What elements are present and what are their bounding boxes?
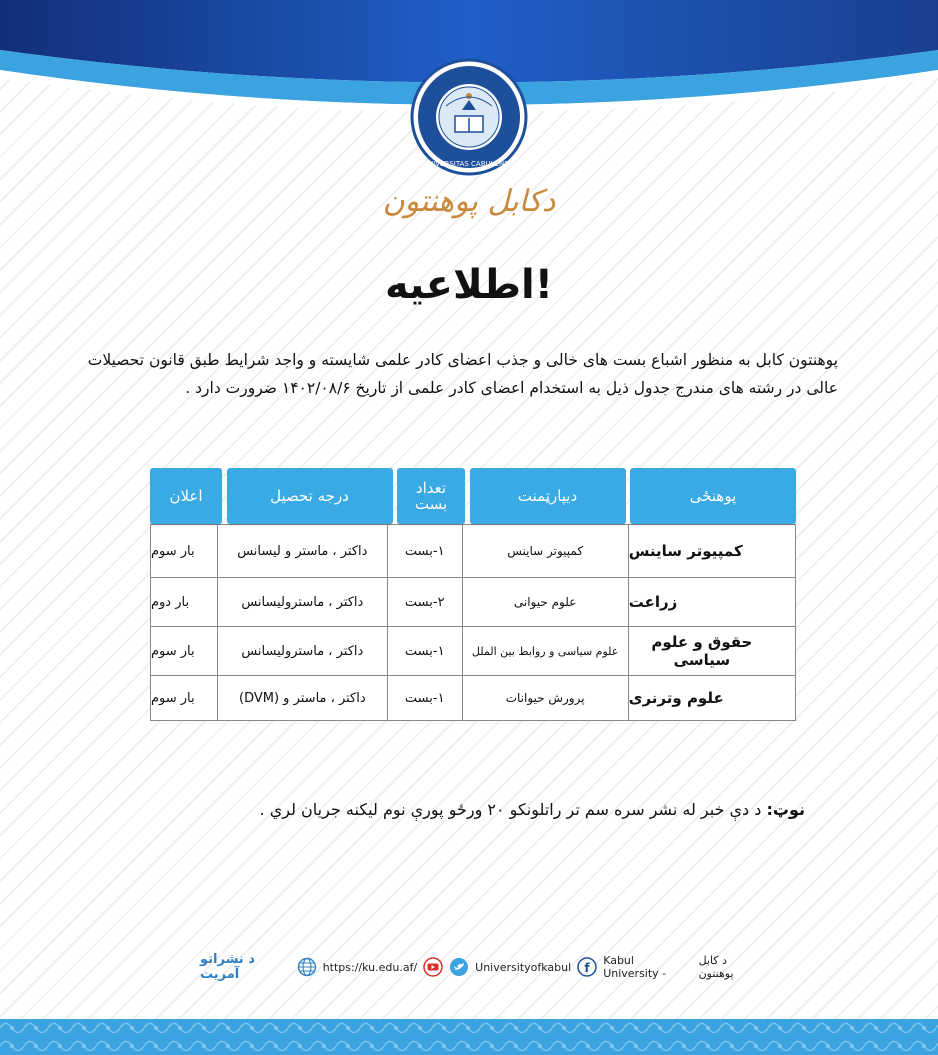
cell-department: کمپیوتر ساینس — [462, 525, 628, 577]
cell-degree: داکتر ، ماسترولیسانس — [217, 578, 387, 626]
table-row — [151, 626, 795, 675]
cell-count: ۱-بست — [387, 627, 462, 675]
cell-announcement: بار سوم — [150, 543, 195, 559]
facebook-name-pashto: د کابل پوهنتون — [698, 954, 734, 980]
table-header — [150, 468, 796, 524]
cell-department: علوم حیوانی — [462, 578, 628, 626]
header-faculty: پوهنځی — [630, 468, 796, 524]
header-degree: درجه تحصیل — [227, 468, 393, 524]
cell-announcement: بار سوم — [150, 690, 195, 706]
cell-department: پرورش حیوانات — [462, 676, 628, 720]
globe-icon — [297, 957, 317, 977]
notice-intro — [86, 346, 838, 402]
university-logo — [410, 58, 528, 176]
cell-announcement: بار دوم — [150, 594, 190, 610]
cell-department: علوم سیاسی و روابط بین الملل — [462, 627, 628, 675]
table-body — [150, 524, 796, 721]
website-link[interactable]: https://ku.edu.af/ — [322, 960, 418, 974]
positions-table — [150, 468, 796, 721]
publisher-name: د نشراتو آمریت — [200, 952, 255, 982]
note-label: نوټ: — [766, 800, 805, 819]
cell-faculty: کمپیوتر ساینس — [628, 525, 795, 577]
cell-degree: داکتر ، ماسترولیسانس — [217, 627, 387, 675]
note-text: د دې خبر له نشر سره سم تر راتلونکو ۲۰ ورځو پورې نوم لیکنه جریان لري . — [259, 800, 767, 819]
table-row — [151, 675, 795, 720]
cell-count: ۱-بست — [387, 525, 462, 577]
header-announcement: اعلان — [150, 468, 222, 524]
footer-pattern-band — [0, 1019, 938, 1055]
header-positions-count: تعداد بست — [397, 468, 465, 524]
cell-degree: داکتر ، ماستر و لیسانس — [217, 525, 387, 577]
logo-ring-text: UNIVERSITAS CABULENSIS — [422, 160, 516, 168]
cell-faculty: علوم وترنری — [628, 676, 795, 720]
cell-faculty: زراعت — [628, 578, 795, 626]
cell-count: ۱-بست — [387, 676, 462, 720]
header-department: دیپارټمنت — [470, 468, 626, 524]
table-row — [151, 525, 795, 577]
social-handle[interactable]: Universityofkabul — [475, 960, 572, 974]
intro-line-2: عالی در رشته های مندرج جدول ذیل به استخدام اعضای کادر علمی از تاریخ ۱۴۰۲/۰۸/۶ ضرورت دارد . — [185, 379, 838, 397]
cell-announcement: بار سوم — [150, 643, 195, 659]
twitter-icon[interactable] — [449, 957, 469, 977]
note — [200, 800, 805, 819]
logo-caption: دکابل پوهنتون — [382, 184, 556, 219]
facebook-icon[interactable] — [577, 957, 597, 977]
table-row — [151, 577, 795, 626]
youtube-icon[interactable] — [423, 957, 443, 977]
cell-degree: داکتر ، ماستر و (DVM) — [217, 676, 387, 720]
notice-title: اطلاعیه! — [385, 262, 553, 308]
footer — [200, 954, 760, 980]
facebook-name[interactable]: Kabul University - — [603, 954, 667, 980]
cell-count: ۲-بست — [387, 578, 462, 626]
svg-text:f: f — [584, 961, 590, 975]
intro-line-1: پوهنتون کابل به منظور اشباع بست های خالی و جذب اعضای کادر علمی شایسته و واجد شرایط طبق قانون تحصیلات — [87, 351, 838, 369]
cell-faculty: حقوق و علوم سیاسی — [628, 627, 795, 675]
